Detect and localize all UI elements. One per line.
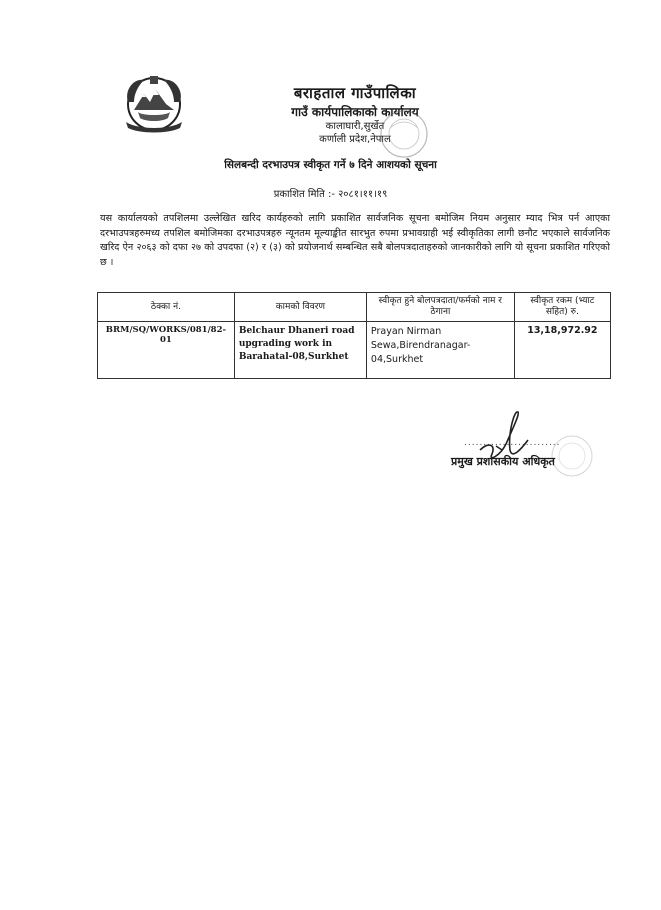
office-stamp-icon: [378, 108, 430, 160]
header-work: कामको विवरण: [234, 293, 366, 322]
org-name: बराहताल गाउँपालिका: [293, 84, 417, 102]
signature-stamp-icon: [548, 432, 596, 480]
contract-number: BRM/SQ/WORKS/081/82-01: [98, 322, 235, 379]
approved-amount: 13,18,972.92: [514, 322, 610, 379]
address-line-1: कालाघारी,सुर्खेत: [325, 121, 385, 132]
table-header-row: [98, 293, 611, 322]
header-contract-no: ठेक्का नं.: [98, 293, 235, 322]
table-row: [98, 322, 611, 379]
award-table: [97, 292, 611, 379]
nepal-emblem-icon: [120, 72, 188, 136]
signature-line: .........................: [464, 438, 561, 448]
notice-body: यस कार्यालयको तपशिलमा उल्लेखित खरिद कार्यहरुको लागि प्रकाशित सार्वजनिक सूचना बमोजिम नियम अनुसार म्याद भित्र पर्न आएका दरभाउपत्रहरुमध्य तपशिल बमोजिमका दरभाउपत्रहरु न्यूनतम मूल्याङ्कीत सारभुत रुपमा प्रभावग्राही भई स्वीकृतिका लागी छनौट भएकाले सार्वजनिक खरिद ऐन २०६३ को दफा २७ को उपदफा (२) र (३) को प्रयोजनार्थ सम्बन्धित सबै बोलपत्रदाताहरुको जानकारीको लागि यो सूचना प्रकाशित गरिएको छ ।: [100, 213, 610, 268]
work-description: Belchaur Dhaneri road upgrading work in Barahatal-08,Surkhet: [234, 322, 366, 379]
header-bidder: स्वीकृत हुने बोलपत्रदाता/फर्मको नाम र ठेगाना: [366, 293, 514, 322]
address-line-2: कर्णाली प्रदेश,नेपाल: [319, 134, 391, 145]
office-name: गाउँ कार्यपालिकाको कार्यालय: [291, 105, 419, 119]
published-date: प्रकाशित मिति :- २०८१।११।१९: [273, 189, 388, 200]
bidder-name-address: Prayan Nirman Sewa,Birendranagar-04,Surkhet: [366, 322, 514, 379]
signatory-title: प्रमुख प्रशासकीय अधिकृत: [451, 455, 555, 468]
notice-title: सिलबन्दी दरभाउपत्र स्वीकृत गर्ने ७ दिने आशयको सूचना: [224, 159, 437, 171]
header-amount: स्वीकृत रकम (भ्याट सहित) रु.: [514, 293, 610, 322]
